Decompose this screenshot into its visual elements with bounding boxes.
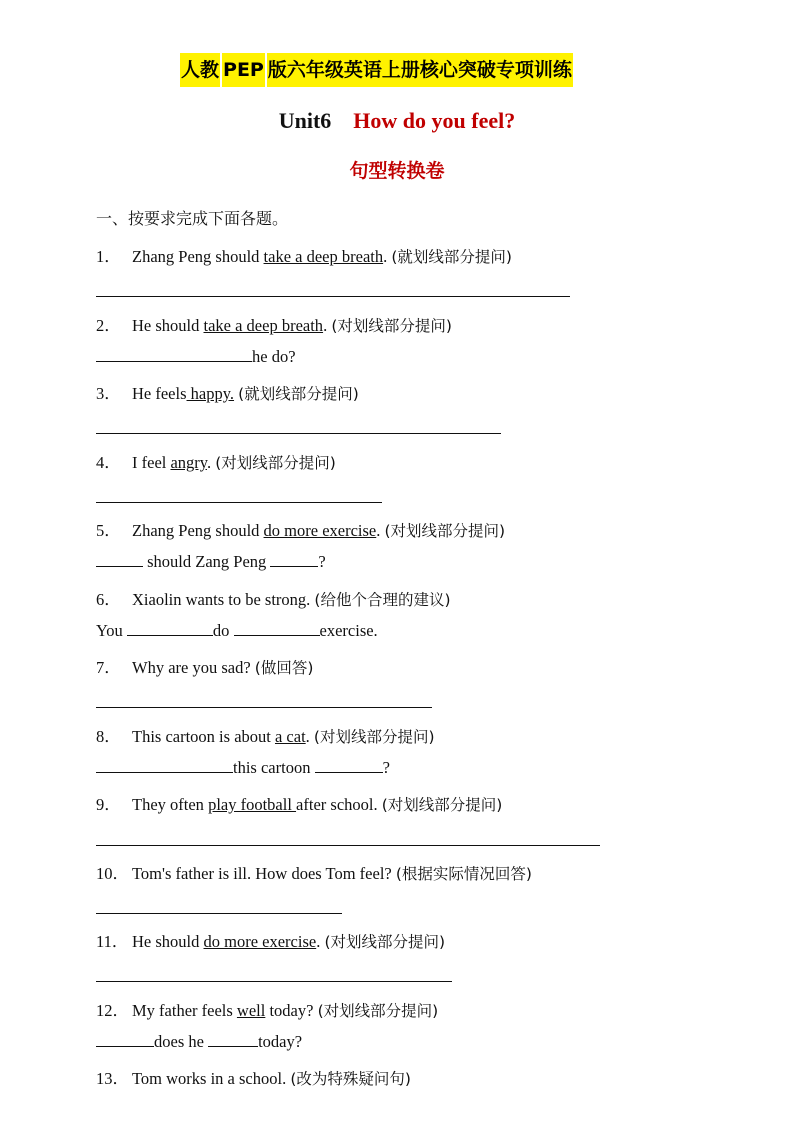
answer-line-4[interactable] xyxy=(96,502,382,503)
question-6: 6． Xiaolin wants to be strong. (给他个合理的建议) xyxy=(96,590,451,609)
question-12: 12． My father feels well today? (对划线部分提问) xyxy=(96,1001,439,1020)
underlined-phrase: do more exercise xyxy=(263,521,377,540)
answer-blank[interactable] xyxy=(270,552,318,567)
underlined-phrase: take a deep breath xyxy=(263,247,384,266)
answer-line-1[interactable] xyxy=(96,296,570,297)
underlined-phrase: play football xyxy=(208,795,297,814)
question-1: 1． Zhang Peng should take a deep breath. (就划线部分提问) xyxy=(96,247,512,266)
underlined-phrase: do more exercise xyxy=(203,932,317,951)
question-4: 4． I feel angry. (对划线部分提问) xyxy=(96,453,336,472)
answer-row-2: he do? xyxy=(96,347,296,367)
answer-row-12: does he today? xyxy=(96,1032,302,1052)
answer-blank[interactable] xyxy=(208,1032,258,1047)
answer-blank[interactable] xyxy=(96,758,233,773)
answer-blank[interactable] xyxy=(234,621,320,636)
answer-line-11[interactable] xyxy=(96,981,452,982)
answer-line-7[interactable] xyxy=(96,707,432,708)
underlined-phrase: well xyxy=(236,1001,266,1020)
unit-topic: How do you feel? xyxy=(353,108,516,133)
underlined-phrase: angry xyxy=(170,453,207,472)
answer-line-10[interactable] xyxy=(96,913,342,914)
unit-title xyxy=(0,108,794,134)
banner-edition: PEP xyxy=(222,53,265,87)
paper-subtitle: 句型转换卷 xyxy=(349,160,445,182)
question-10: 10． Tom's father is ill. How does Tom feel? (根据实际情况回答) xyxy=(96,864,532,883)
answer-blank[interactable] xyxy=(127,621,213,636)
question-3: 3． He feels happy. (就划线部分提问) xyxy=(96,384,359,403)
answer-blank[interactable] xyxy=(96,552,143,567)
answer-line-9[interactable] xyxy=(96,845,600,846)
banner-publisher: 人教 xyxy=(180,53,220,87)
question-11: 11． He should do more exercise. (对划线部分提问) xyxy=(96,932,446,951)
question-9: 9． They often play football after school. (对划线部分提问) xyxy=(96,795,503,814)
banner-series: 版六年级英语上册核心突破专项训练 xyxy=(267,53,573,87)
answer-blank[interactable] xyxy=(96,1032,154,1047)
section-heading: 一、按要求完成下面各题。 xyxy=(96,209,289,228)
answer-blank[interactable] xyxy=(315,758,383,773)
underlined-phrase: take a deep breath xyxy=(203,316,324,335)
underlined-phrase: a cat xyxy=(274,727,306,746)
answer-row-8: this cartoon ? xyxy=(96,758,390,778)
answer-row-6: You do exercise. xyxy=(96,621,378,640)
question-5: 5． Zhang Peng should do more exercise. (对划线部分提问) xyxy=(96,521,506,540)
question-13: 13． Tom works in a school. (改为特殊疑问句) xyxy=(96,1069,411,1088)
answer-blank[interactable] xyxy=(96,347,252,362)
answer-row-5: should Zang Peng ? xyxy=(96,552,326,572)
title-banner xyxy=(180,53,573,87)
underlined-phrase: happy. xyxy=(186,384,235,403)
question-8: 8． This cartoon is about a cat. (对划线部分提问) xyxy=(96,727,435,746)
question-7: 7． Why are you sad? (做回答) xyxy=(96,658,314,677)
question-2: 2． He should take a deep breath. (对划线部分提问) xyxy=(96,316,452,335)
unit-label: Unit6 xyxy=(278,108,332,133)
answer-line-3[interactable] xyxy=(96,433,501,434)
